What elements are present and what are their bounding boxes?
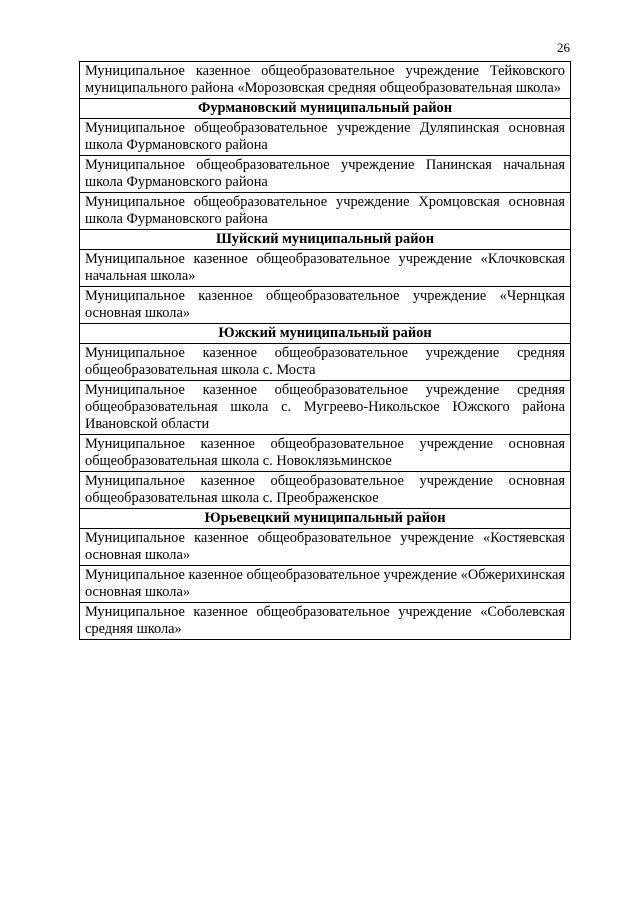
school-row bbox=[80, 381, 571, 435]
school-row bbox=[80, 156, 571, 193]
school-row bbox=[80, 344, 571, 381]
district-name: Фурмановский муниципальный район bbox=[80, 99, 571, 119]
school-row bbox=[80, 62, 571, 99]
school-name: Муниципальное казенное общеобразовательное учреждение «Соболевская средняя школа» bbox=[80, 603, 571, 640]
school-name: Муниципальное казенное общеобразовательное учреждение основная общеобразовательная школа с. Преображенское bbox=[80, 472, 571, 509]
school-name: Муниципальное казенное общеобразовательное учреждение «Клочковская начальная школа» bbox=[80, 250, 571, 287]
school-name: Муниципальное общеобразовательное учреждение Дуляпинская основная школа Фурмановского района bbox=[80, 119, 571, 156]
school-name: Муниципальное казенное общеобразовательное учреждение средняя общеобразовательная школа с. Мугреево-Никольское Южского района Ивановской области bbox=[80, 381, 571, 435]
district-name: Юрьевецкий муниципальный район bbox=[80, 509, 571, 529]
district-name: Южский муниципальный район bbox=[80, 324, 571, 344]
district-header-row bbox=[80, 99, 571, 119]
school-name: Муниципальное казенное общеобразовательное учреждение средняя общеобразовательная школа с. Моста bbox=[80, 344, 571, 381]
school-row bbox=[80, 287, 571, 324]
schools-table-body bbox=[80, 62, 571, 640]
school-row bbox=[80, 435, 571, 472]
school-name: Муниципальное общеобразовательное учреждение Панинская начальная школа Фурмановского района bbox=[80, 156, 571, 193]
district-name: Шуйский муниципальный район bbox=[80, 230, 571, 250]
district-header-row bbox=[80, 509, 571, 529]
school-name: Муниципальное казенное общеобразовательное учреждение основная общеобразовательная школа с. Новоклязьминское bbox=[80, 435, 571, 472]
school-name: Муниципальное казенное общеобразовательное учреждение «Обжерихинская основная школа» bbox=[80, 566, 571, 603]
school-row bbox=[80, 119, 571, 156]
district-header-row bbox=[80, 230, 571, 250]
school-name: Муниципальное казенное общеобразовательное учреждение Тейковского муниципального района «Морозовская средняя общеобразовательная школа» bbox=[80, 62, 571, 99]
schools-table bbox=[79, 61, 571, 640]
school-name: Муниципальное общеобразовательное учреждение Хромцовская основная школа Фурмановского района bbox=[80, 193, 571, 230]
page-number: 26 bbox=[557, 40, 570, 55]
school-row bbox=[80, 250, 571, 287]
school-row bbox=[80, 472, 571, 509]
school-row bbox=[80, 529, 571, 566]
school-row bbox=[80, 193, 571, 230]
school-name: Муниципальное казенное общеобразовательное учреждение «Костяевская основная школа» bbox=[80, 529, 571, 566]
district-header-row bbox=[80, 324, 571, 344]
school-row bbox=[80, 603, 571, 640]
school-name: Муниципальное казенное общеобразовательное учреждение «Чернцкая основная школа» bbox=[80, 287, 571, 324]
school-row bbox=[80, 566, 571, 603]
